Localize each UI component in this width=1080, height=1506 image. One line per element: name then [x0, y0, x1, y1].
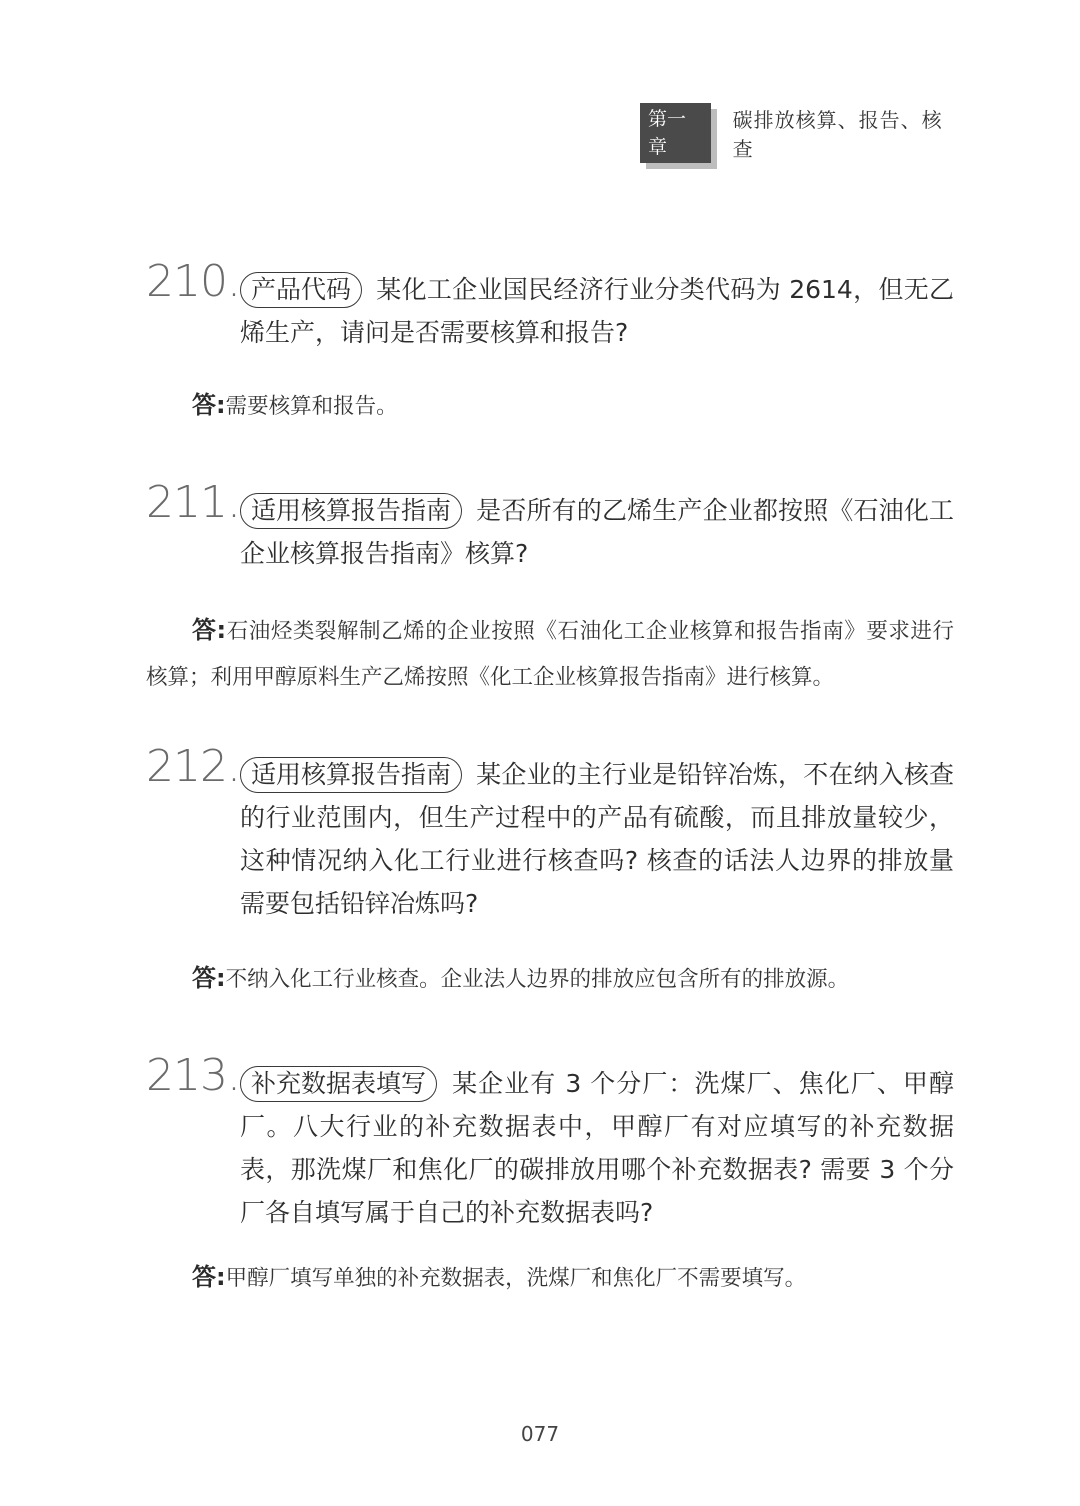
answer-text: 不纳入化工行业核查。企业法人边界的排放应包含所有的排放源。 [225, 967, 850, 992]
question-number: 213. [146, 1050, 240, 1101]
page-number: 077 [520, 1422, 560, 1446]
question [146, 256, 954, 354]
question-text: 某企业的主行业是铅锌冶炼，不在纳入核查的行业范围内，但生产过程中的产品有硫酸，而且排放量较少，这种情况纳入化工行业进行核查吗? 核查的话法人边界的排放量需要包括铅锌冶炼吗? [240, 760, 954, 918]
question [146, 477, 954, 575]
answer [146, 955, 954, 1003]
answer-label: 答: [192, 391, 226, 419]
question [146, 741, 954, 925]
question-topic-tag: 产品代码 [240, 272, 362, 308]
answer-label: 答: [192, 964, 226, 992]
question [146, 1050, 954, 1234]
chapter-label: 第一章 [640, 103, 711, 163]
qa-item-212 [146, 741, 954, 1003]
answer [146, 607, 954, 701]
question-text-block [240, 1062, 954, 1234]
question-topic-tag: 补充数据表填写 [240, 1066, 437, 1102]
question-text-block [240, 489, 954, 575]
answer-label: 答: [192, 616, 227, 644]
chapter-title: 碳排放核算、报告、核查 [732, 108, 943, 161]
qa-item-210 [146, 256, 954, 430]
question-text-block [240, 753, 954, 925]
answer [146, 1254, 954, 1302]
answer-text: 石油烃类裂解制乙烯的企业按照《石油化工企业核算和报告指南》要求进行核算；利用甲醇原料生产乙烯按照《化工企业核算报告指南》进行核算。 [146, 619, 954, 690]
question-number: 212. [146, 741, 240, 792]
question-text: 是否所有的乙烯生产企业都按照《石油化工企业核算报告指南》核算? [240, 496, 954, 568]
answer-text: 甲醇厂填写单独的补充数据表，洗煤厂和焦化厂不需要填写。 [225, 1266, 807, 1291]
question-text-block [240, 268, 954, 354]
qa-item-211 [146, 477, 954, 701]
question-number: 211. [146, 477, 240, 528]
answer [146, 382, 954, 430]
question-topic-tag: 适用核算报告指南 [240, 757, 462, 793]
answer-label: 答: [192, 1263, 226, 1291]
qa-item-213 [146, 1050, 954, 1302]
question-topic-tag: 适用核算报告指南 [240, 493, 462, 529]
question-text: 某企业有 3 个分厂：洗煤厂、焦化厂、甲醇厂。八大行业的补充数据表中，甲醇厂有对应填写的补充数据表，那洗煤厂和焦化厂的碳排放用哪个补充数据表? 需要 3 个分厂各自填写属于自己的补充数据表吗? [240, 1069, 954, 1227]
running-header [640, 103, 954, 163]
answer-text: 需要核算和报告。 [225, 394, 398, 419]
question-number: 210. [146, 256, 240, 307]
question-text: 某化工企业国民经济行业分类代码为 2614，但无乙烯生产，请问是否需要核算和报告? [240, 275, 954, 347]
